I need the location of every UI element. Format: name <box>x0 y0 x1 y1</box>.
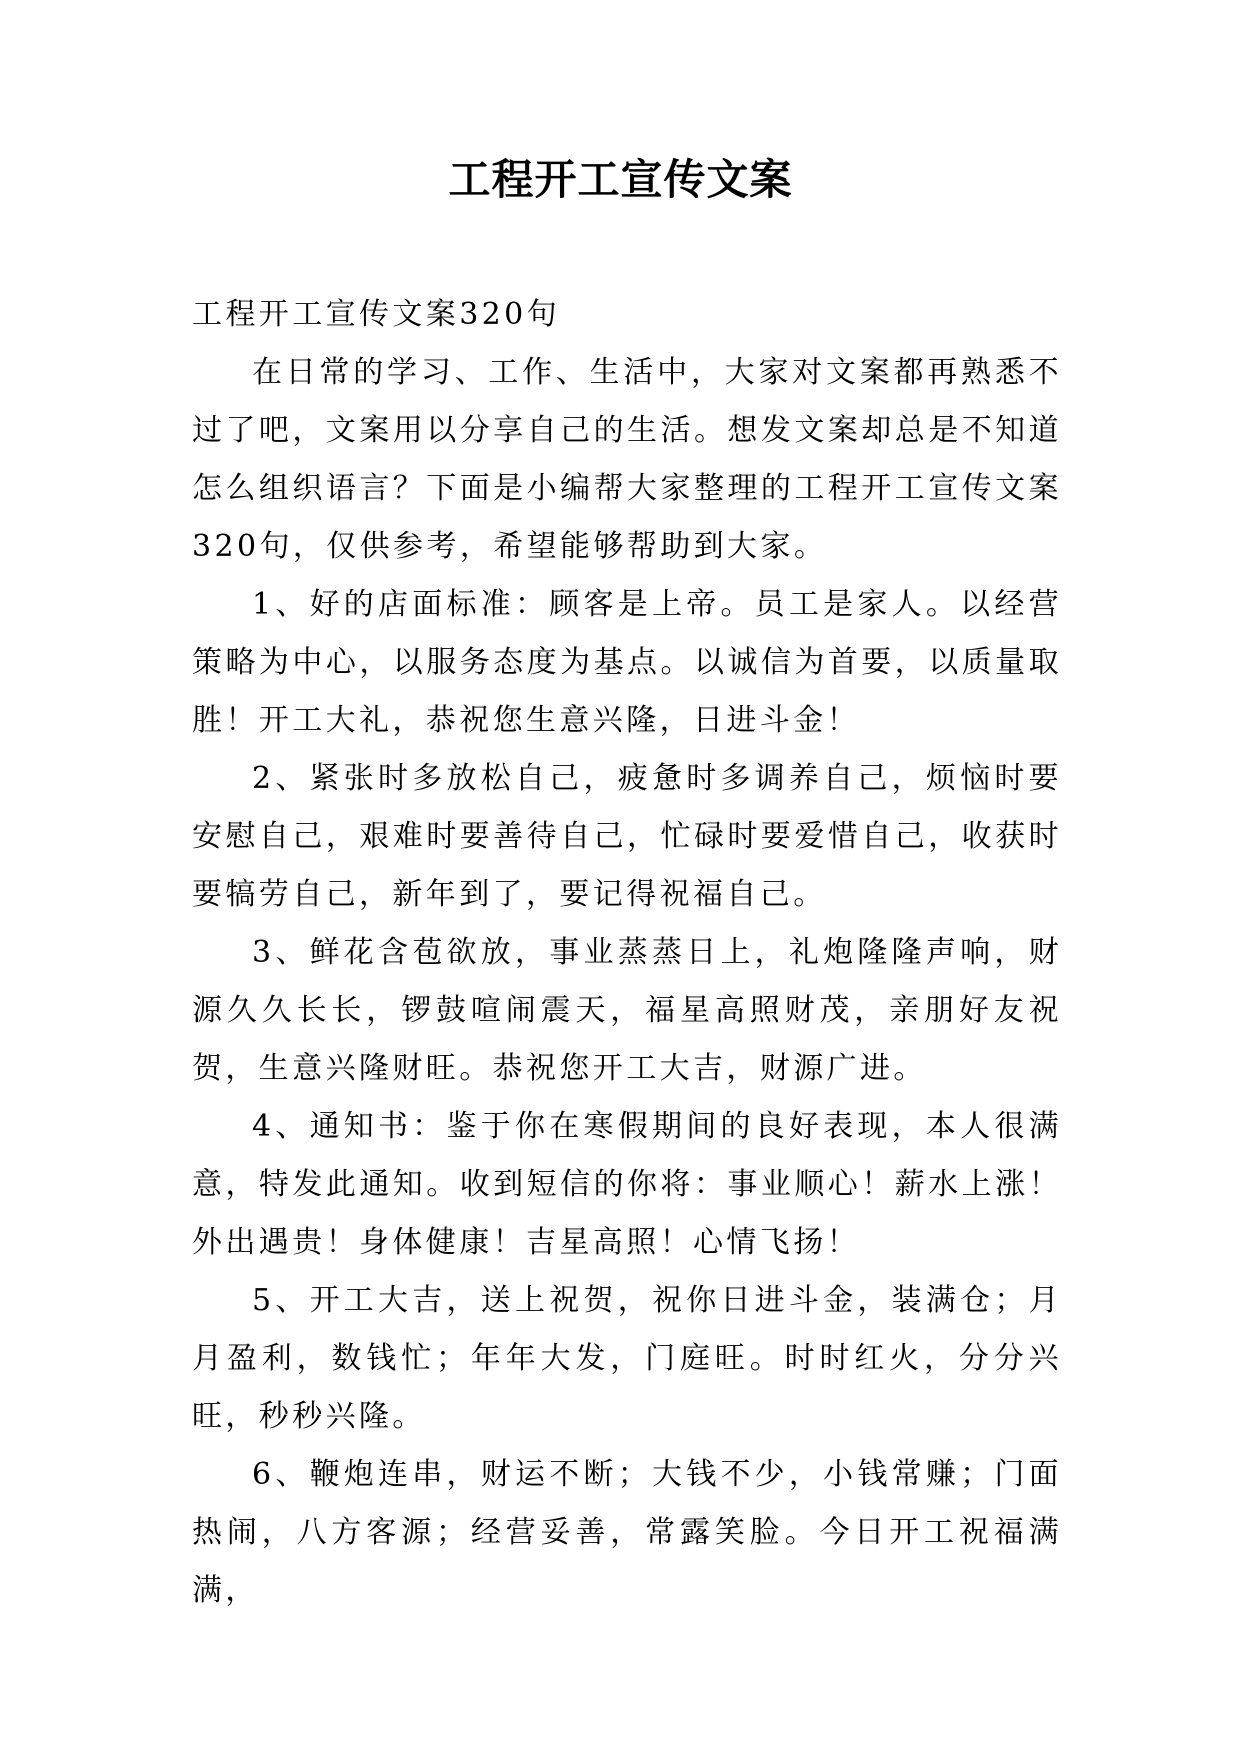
list-item-5: 5、开工大吉，送上祝贺，祝你日进斗金，装满仓；月月盈利，数钱忙；年年大发，门庭旺。时时红火，分分兴旺，秒秒兴隆。 <box>192 1283 1062 1434</box>
list-item-4: 4、通知书：鉴于你在寒假期间的良好表现，本人很满意，特发此通知。收到短信的你将：事业顺心！薪水上涨！外出遇贵！身体健康！吉星高照！心情飞扬！ <box>192 1109 1062 1260</box>
list-item-2: 2、紧张时多放松自己，疲惫时多调养自己，烦恼时要安慰自己，艰难时要善待自己，忙碌时要爱惜自己，收获时要犒劳自己，新年到了，要记得祝福自己。 <box>192 761 1062 912</box>
document-title: 工程开工宣传文案 <box>448 155 793 204</box>
intro-paragraph: 在日常的学习、工作、生活中，大家对文案都再熟悉不过了吧，文案用以分享自己的生活。想发文案却总是不知道怎么组织语言？下面是小编帮大家整理的工程开工宣传文案320句，仅供参考，希望能够帮助到大家。 <box>192 355 1062 564</box>
list-item-3: 3、鲜花含苞欲放，事业蒸蒸日上，礼炮隆隆声响，财源久久长长，锣鼓喧闹震天，福星高照财茂，亲朋好友祝贺，生意兴隆财旺。恭祝您开工大吉，财源广进。 <box>192 935 1062 1086</box>
list-item-1: 1、好的店面标准：顾客是上帝。员工是家人。以经营策略为中心，以服务态度为基点。以诚信为首要，以质量取胜！开工大礼，恭祝您生意兴隆，日进斗金！ <box>192 587 1062 738</box>
list-item-6: 6、鞭炮连串，财运不断；大钱不少，小钱常赚；门面热闹，八方客源；经营妥善，常露笑脸。今日开工祝福满满， <box>192 1457 1062 1608</box>
document-subtitle: 工程开工宣传文案320句 <box>192 297 561 332</box>
document-body <box>192 286 1062 1620</box>
